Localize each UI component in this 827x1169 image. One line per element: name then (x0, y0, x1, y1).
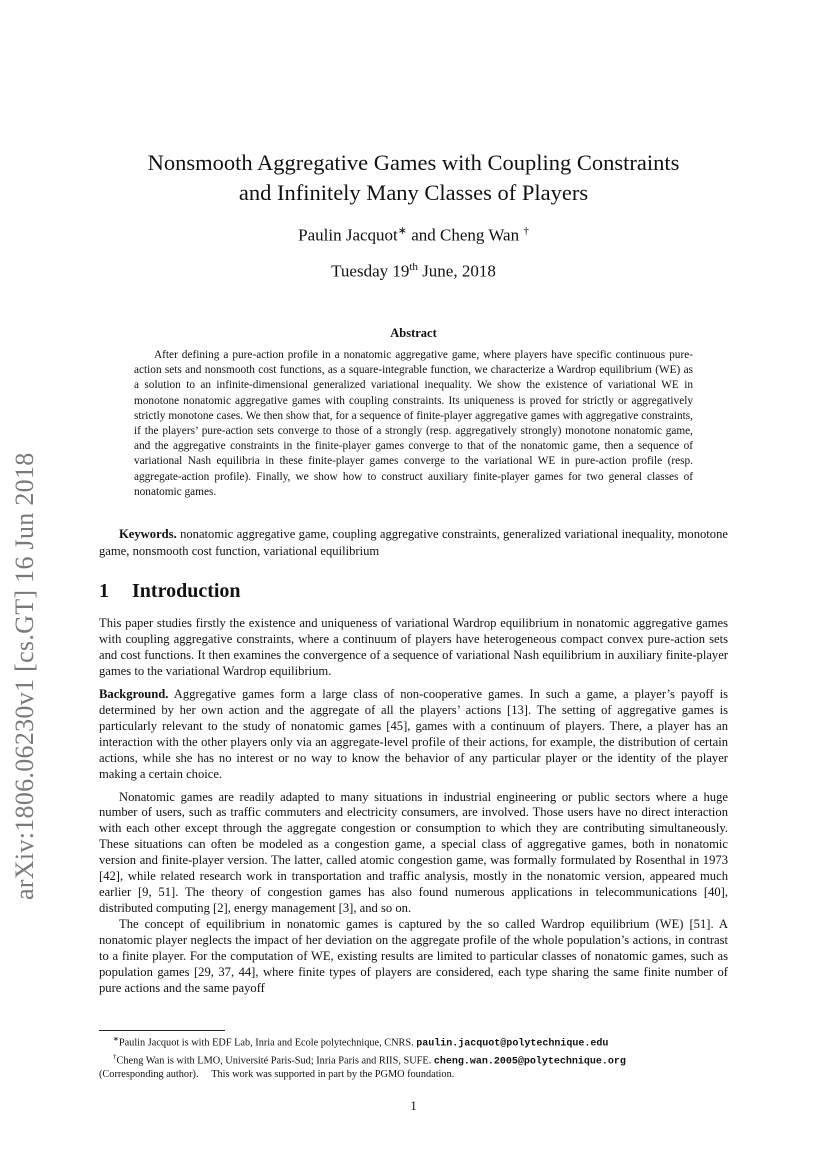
page-number: 1 (410, 1099, 417, 1113)
abstract-text: After defining a pure-action profile in a nonatomic aggregative game, where players have specific continuous pure-action sets and nonsmooth cost functions, as a square-integrable function, we characterize a Wardrop equilibrium (WE) as a solution to an infinite-dimensional generalized variational inequality. We show the existence of variational WE in monotone nonatomic aggregative games with coupling constraints. Its uniqueness is proved for strictly or aggregatively strictly monotone cases. We then show that, for a sequence of finite-player aggregative games with aggregative constraints, if the players’ pure-action sets converge to those of a strongly (resp. aggregatively strongly) monotone nonatomic game, and the aggregative constraints in the finite-player games converge to that of the nonatomic game, then a sequence of variational Nash equilibria in these finite-player games converge to the variational WE in pure-action profile (resp. aggregate-action profile). Finally, we show how to construct auxiliary finite-player games for two general classes of nonatomic games. (134, 349, 693, 498)
footnote-1-email: paulin.jacquot@polytechnique.edu (416, 1038, 609, 1050)
intro-paragraph-background (99, 687, 728, 783)
footnotes (99, 1033, 728, 1081)
section-title: Introduction (132, 580, 241, 602)
author2-footnote-mark: † (523, 225, 529, 237)
author-wan: Cheng Wan (440, 225, 520, 245)
footnote-2-text: Cheng Wan is with LMO, Université Paris-Sud; Inria Paris and RIIS, SUFE. (116, 1055, 434, 1067)
footnote-2 (99, 1051, 728, 1069)
footnote-1 (99, 1033, 728, 1051)
intro-paragraph-3: Nonatomic games are readily adapted to many situations in industrial engineering or public sectors where a huge number of users, such as traffic commuters and electricity consumers, are involved. Those users have no direct interaction with each other except through the aggregate congestion or consumption to which they are contributing simultaneously. These situations can often be modeled as a congestion game, a special class of aggregative games, both in nonatomic version and finite-player version. The latter, called atomic congestion game, was formally formulated by Rosenthal in 1973 [42], while related research work in transportation and traffic analysis, mostly in the nonatomic version, appeared much earlier [9, 51]. The theory of congestion games has also found numerous applications in telecommunications [40], distributed computing [2], energy management [3], and so on. (99, 789, 728, 916)
footnote-2-continuation: (Corresponding author). This work was supported in part by the PGMO foundation. (99, 1069, 455, 1081)
section-heading-introduction (99, 580, 241, 603)
footnote-1-text: Paulin Jacquot is with EDF Lab, Inria and Ecole polytechnique, CNRS. (118, 1037, 417, 1049)
date-suffix: June, 2018 (417, 261, 496, 281)
keywords-paragraph (99, 526, 728, 559)
paper-title (100, 148, 727, 208)
keywords-text: nonatomic aggregative game, coupling aggregative constraints, generalized variational inequality, monotone game, nonsmooth cost function, variational equilibrium (99, 527, 728, 558)
author-list (100, 224, 727, 246)
background-text: Aggregative games form a large class of non-cooperative games. In such a game, a player’s payoff is determined by her own action and the aggregate of all the players’ actions [13]. The setting of aggregative games is particularly relevant to the study of nonatomic games [45], games with a continuum of players. There, a player has an interaction with the other players only via an aggregate-level profile of their actions, for example, the distribution of certain actions, while she has no interest or no way to know the behavior of any particular player or the identity of the player making a certain choice. (99, 686, 728, 781)
title-line-1: Nonsmooth Aggregative Games with Coupling Constraints (147, 150, 680, 175)
footnote-2-mark: † (113, 1052, 117, 1061)
author-jacquot: Paulin Jacquot (298, 225, 398, 245)
author1-footnote-mark: ∗ (397, 225, 407, 237)
footnote-1-mark: ∗ (113, 1035, 119, 1043)
footnote-divider (99, 1030, 225, 1031)
abstract-heading: Abstract (390, 326, 437, 340)
title-line-2: and Infinitely Many Classes of Players (238, 180, 589, 205)
intro-paragraph-1: This paper studies firstly the existence and uniqueness of variational Wardrop equilibrium in nonatomic aggregative games with coupling aggregative constraints, where a continuum of players have heterogeneous compact convex pure-action sets and cost functions. It then examines the convergence of a sequence of variational Nash equilibrium in auxiliary finite-player games to the variational Wardrop equilibrium. (99, 616, 728, 678)
introduction-body (99, 616, 728, 997)
arxiv-identifier-stamp: arXiv:1806.06230v1 [cs.GT] 16 Jun 2018 (10, 452, 39, 900)
author-connector: and (407, 225, 441, 245)
paper-date (100, 261, 727, 282)
date-prefix: Tuesday 19 (331, 261, 410, 281)
background-label: Background. (99, 686, 169, 701)
footnote-2-email: cheng.wan.2005@polytechnique.org (433, 1056, 626, 1068)
intro-paragraph-4: The concept of equilibrium in nonatomic games is captured by the so called Wardrop equilibrium (WE) [51]. A nonatomic player neglects the impact of her deviation on the aggregate profile of the whole population’s actions, in contrast to a finite player. For the computation of WE, existing results are limited to particular classes of nonatomic games, such as population games [29, 37, 44], where finite types of players are considered, each type sharing the same finite number of pure actions and the same payoff (99, 917, 728, 995)
keywords-label: Keywords. (119, 527, 177, 541)
date-ordinal: th (409, 261, 418, 273)
section-number: 1 (99, 580, 109, 602)
